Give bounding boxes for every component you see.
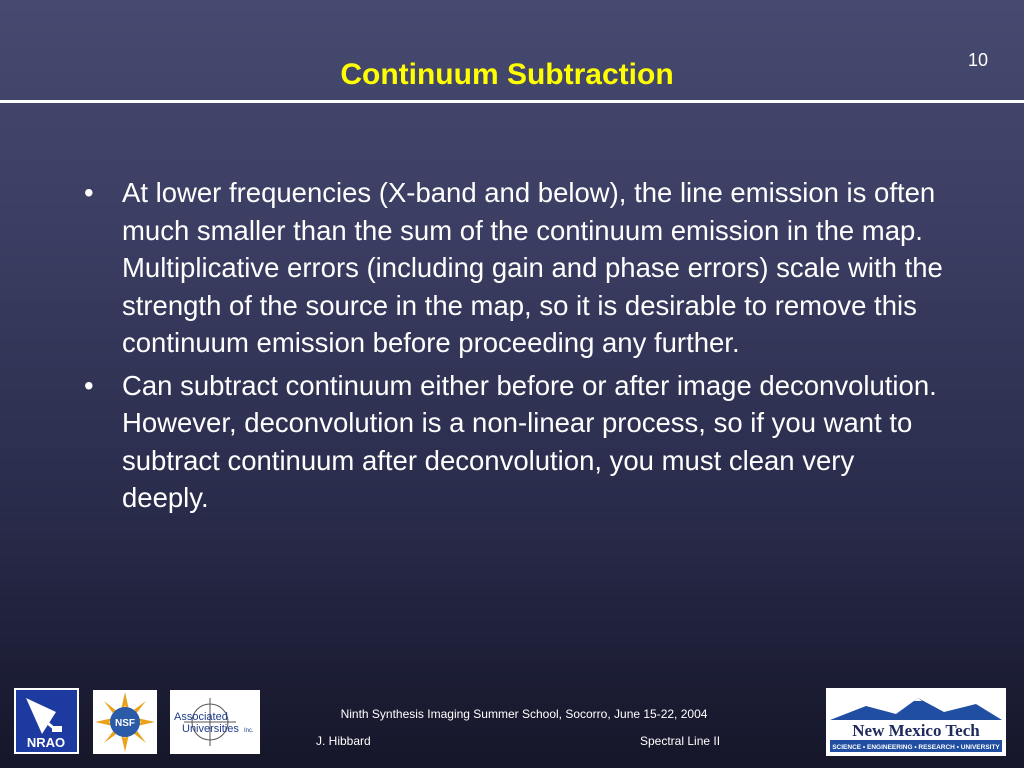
slide-number: 10 bbox=[967, 50, 988, 70]
bullet-list bbox=[84, 174, 944, 522]
svg-text:New Mexico Tech: New Mexico Tech bbox=[852, 721, 980, 740]
bullet-text: Can subtract continuum either before or after image deconvolution. However, deconvolution is a non-linear process, so if you want to subtract continuum after deconvolution, you must clean very deeply. bbox=[122, 369, 937, 513]
svg-text:Associated: Associated bbox=[174, 711, 228, 723]
bullet-text: At lower frequencies (X-band and below), the line emission is often much smaller than the sum of the continuum emission in the map. Multiplicative errors (including gain and phase errors) scale with the strength of the source in the map, so it is desirable to remove this continuum emission before proceeding any further. bbox=[122, 177, 943, 358]
svg-text:Universities: Universities bbox=[182, 723, 239, 735]
nrao-logo bbox=[14, 688, 79, 754]
footer-conference: Ninth Synthesis Imaging Summer School, Socorro, June 15-22, 2004 bbox=[340, 707, 708, 721]
svg-text:SCIENCE • ENGINEERING • RESEAR: SCIENCE • ENGINEERING • RESEARCH • UNIVERSITY bbox=[832, 744, 1000, 751]
svg-text:Inc.: Inc. bbox=[244, 728, 254, 734]
bullet-item bbox=[84, 367, 944, 517]
nsf-logo bbox=[93, 690, 157, 754]
title-divider bbox=[0, 100, 1024, 103]
nmt-logo bbox=[826, 688, 1006, 756]
svg-text:NSF: NSF bbox=[115, 718, 135, 729]
bullet-icon: • bbox=[84, 369, 94, 401]
svg-text:NRAO: NRAO bbox=[26, 735, 66, 750]
footer-topic: Spectral Line II bbox=[640, 734, 721, 748]
bullet-icon: • bbox=[84, 177, 94, 208]
bullet-item bbox=[84, 174, 944, 362]
footer-author: J. Hibbard bbox=[316, 734, 371, 748]
aui-logo bbox=[170, 690, 260, 754]
slide-title: Continuum Subtraction bbox=[340, 58, 674, 91]
